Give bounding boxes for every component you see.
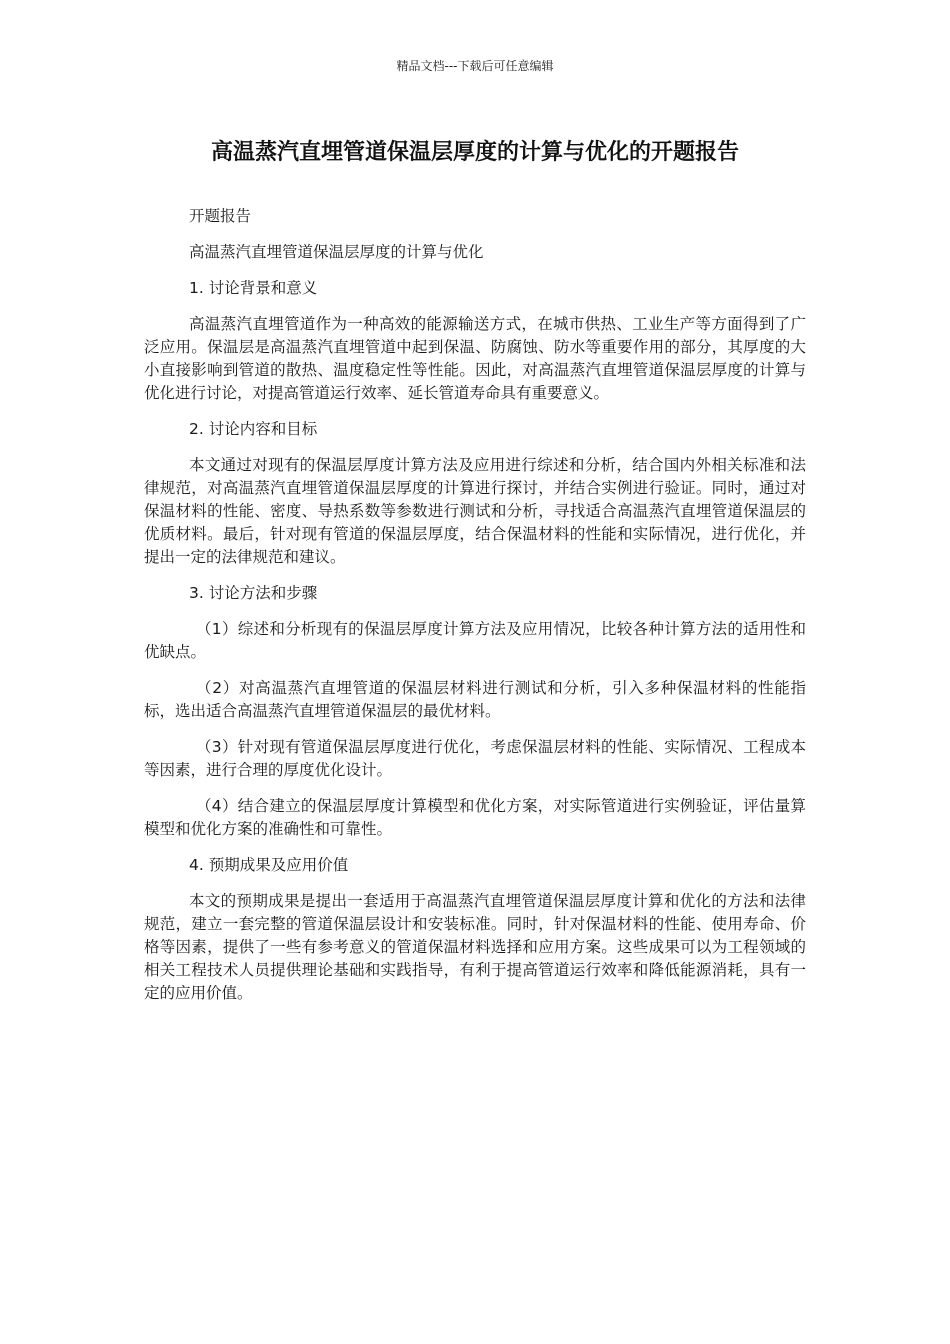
section-4-paragraph: 本文的预期成果是提出一套适用于高温蒸汽直埋管道保温层厚度计算和优化的方法和法律规范，建立一套完整的管道保温层设计和安装标准。同时，针对保温材料的性能、使用寿命、价格等因素，提供了一些有参考意义的管道保温材料选择和应用方案。这些成果可以为工程领域的相关工程技术人员提供理论基础和实践指导，有利于提高管道运行效率和降低能源消耗，具有一定的应用价值。 xyxy=(144,892,806,1002)
section-1-paragraph: 高温蒸汽直埋管道作为一种高效的能源输送方式，在城市供热、工业生产等方面得到了广泛应用。保温层是高温蒸汽直埋管道中起到保温、防腐蚀、防水等重要作用的部分，其厚度的大小直接影响到管道的散热、温度稳定性等性能。因此，对高温蒸汽直埋管道保温层厚度的计算与优化进行讨论，对提高管道运行效率、延长管道寿命具有重要意义。 xyxy=(144,315,806,402)
section-3-step-4: （4）结合建立的保温层厚度计算模型和优化方案，对实际管道进行实例验证，评估量算模型和优化方案的准确性和可靠性。 xyxy=(144,797,806,838)
page-header-note: 精品文档---下载后可任意编辑 xyxy=(396,59,554,73)
section-3-heading: 3. 讨论方法和步骤 xyxy=(189,584,318,602)
section-4-heading: 4. 预期成果及应用价值 xyxy=(189,856,349,874)
report-label: 开题报告 xyxy=(189,207,252,225)
section-3-step-1: （1）综述和分析现有的保温层厚度计算方法及应用情况，比较各种计算方法的适用性和优缺点。 xyxy=(144,620,806,661)
document-body xyxy=(144,205,806,1018)
section-2-paragraph: 本文通过对现有的保温层厚度计算方法及应用进行综述和分析，结合国内外相关标准和法律规范，对高温蒸汽直埋管道保温层厚度的计算进行探讨，并结合实例进行验证。同时，通过对保温材料的性能、密度、导热系数等参数进行测试和分析，寻找适合高温蒸汽直埋管道保温层的优质材料。最后，针对现有管道的保温层厚度，结合保温材料的性能和实际情况，进行优化，并提出一定的法律规范和建议。 xyxy=(144,456,806,566)
section-3-step-3: （3）针对现有管道保温层厚度进行优化，考虑保温层材料的性能、实际情况、工程成本等因素，进行合理的厚度优化设计。 xyxy=(144,738,806,779)
section-2-heading: 2. 讨论内容和目标 xyxy=(189,420,318,438)
report-subtitle: 高温蒸汽直埋管道保温层厚度的计算与优化 xyxy=(189,243,484,261)
document-title: 高温蒸汽直埋管道保温层厚度的计算与优化的开题报告 xyxy=(210,140,739,165)
section-1-heading: 1. 讨论背景和意义 xyxy=(189,279,318,297)
section-3-step-2: （2）对高温蒸汽直埋管道的保温层材料进行测试和分析，引入多种保温材料的性能指标，选出适合高温蒸汽直埋管道保温层的最优材料。 xyxy=(144,679,806,720)
